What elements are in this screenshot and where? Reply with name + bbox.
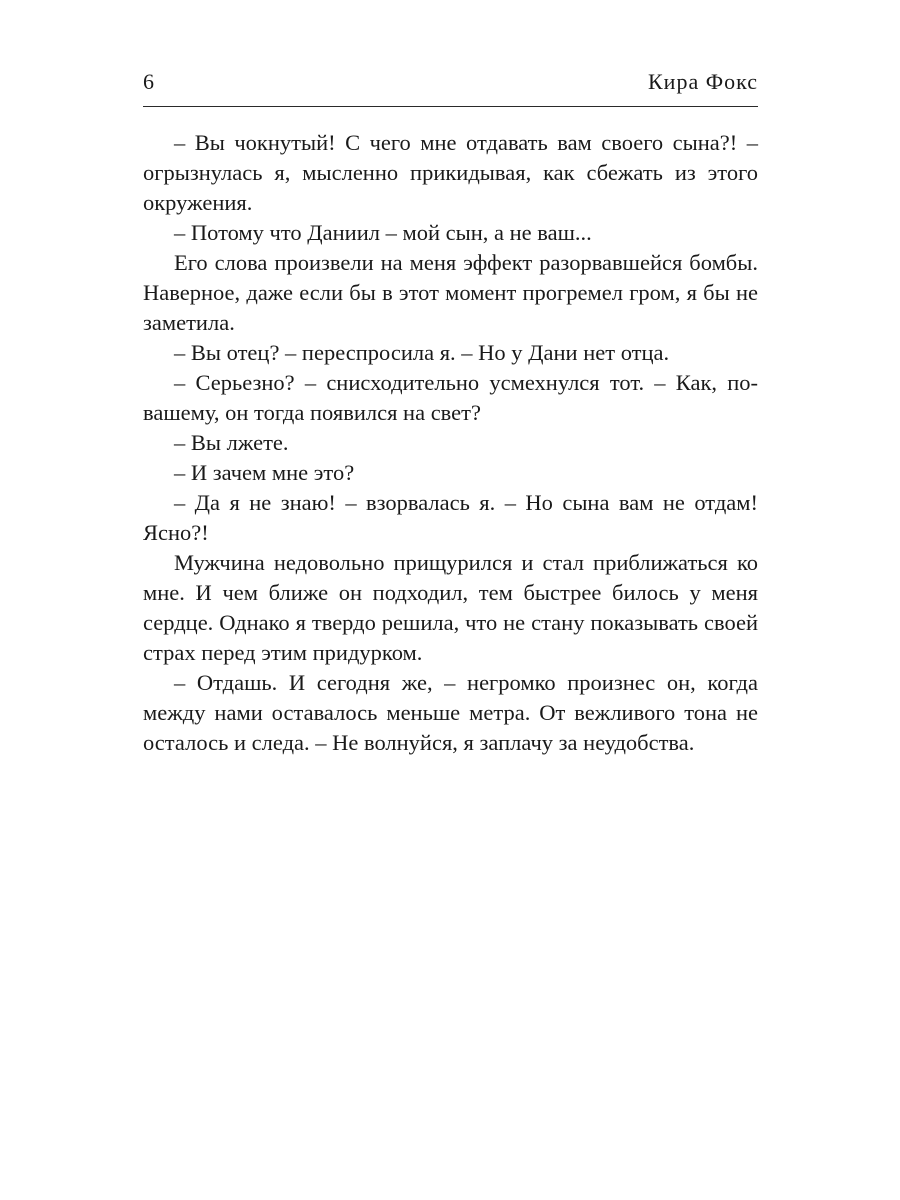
page-header: [143, 66, 758, 107]
running-head-author: Кира Фокс: [648, 69, 758, 94]
paragraph: – Вы отец? – переспросила я. – Но у Дани нет отца.: [174, 340, 670, 365]
page-number: 6: [143, 69, 154, 94]
paragraph: – Да я не знаю! – взорвалась я. – Но сына вам не отдам! Ясно?!: [143, 490, 758, 545]
page-body: [143, 128, 758, 758]
paragraph: – Потому что Даниил – мой сын, а не ваш...: [174, 220, 592, 245]
paragraph: – Серьезно? – снисходительно усмехнулся тот. – Как, по-вашему, он тогда появился на свет?: [143, 370, 758, 425]
paragraph: – И зачем мне это?: [174, 460, 355, 485]
paragraph: – Отдашь. И сегодня же, – негромко произнес он, когда между нами оставалось меньше метра. От вежливого тона не осталось и следа. – Не волнуйся, я заплачу за неудобства.: [143, 670, 758, 755]
paragraph: – Вы лжете.: [174, 430, 289, 455]
paragraph: Его слова произвели на меня эффект разорвавшейся бомбы. Наверное, даже если бы в этот момент прогремел гром, я бы не заметила.: [143, 250, 758, 335]
paragraph: Мужчина недовольно прищурился и стал приближаться ко мне. И чем ближе он подходил, тем быстрее билось у меня сердце. Однако я твердо решила, что не стану показывать своей страх перед этим придурком.: [143, 550, 758, 665]
paragraph: – Вы чокнутый! С чего мне отдавать вам своего сына?! – огрызнулась я, мысленно прикидывая, как сбежать из этого окружения.: [143, 130, 758, 215]
